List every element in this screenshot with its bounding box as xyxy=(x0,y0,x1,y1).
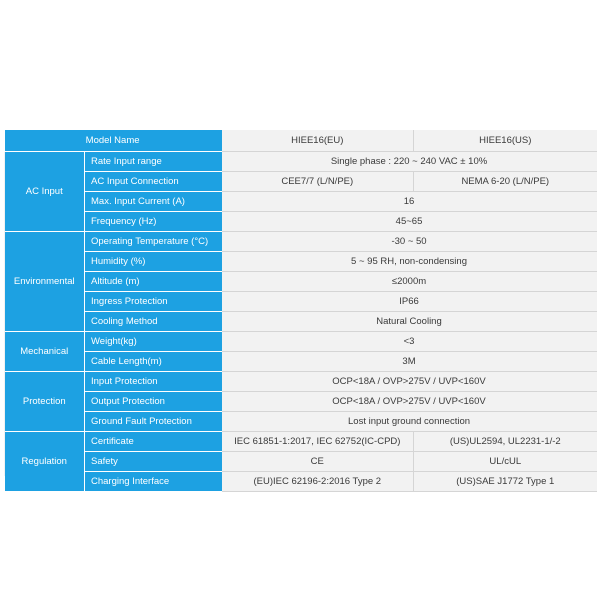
spec-value: 5 ~ 95 RH, non-condensing xyxy=(222,252,597,272)
spec-row xyxy=(5,452,597,472)
spec-label: Ingress Protection xyxy=(85,292,222,312)
spec-label: AC Input Connection xyxy=(85,172,222,192)
spec-value-eu: CE xyxy=(222,452,414,472)
spec-row xyxy=(5,472,597,492)
spec-value-us: (US)UL2594, UL2231-1/-2 xyxy=(414,432,597,452)
category-environmental: Environmental xyxy=(5,232,85,332)
spec-label: Cooling Method xyxy=(85,312,222,332)
spec-row xyxy=(5,332,597,352)
spec-sheet xyxy=(4,130,596,487)
spec-value: -30 ~ 50 xyxy=(222,232,597,252)
spec-label: Frequency (Hz) xyxy=(85,212,222,232)
spec-value: 16 xyxy=(222,192,597,212)
spec-value: OCP<18A / OVP>275V / UVP<160V xyxy=(222,372,597,392)
spec-label: Operating Temperature (°C) xyxy=(85,232,222,252)
spec-label: Humidity (%) xyxy=(85,252,222,272)
spec-row xyxy=(5,352,597,372)
spec-value-us: NEMA 6-20 (L/N/PE) xyxy=(414,172,597,192)
spec-row xyxy=(5,372,597,392)
spec-row xyxy=(5,312,597,332)
spec-row xyxy=(5,292,597,312)
spec-value-eu: (EU)IEC 62196-2:2016 Type 2 xyxy=(222,472,414,492)
spec-value: OCP<18A / OVP>275V / UVP<160V xyxy=(222,392,597,412)
category-mechanical: Mechanical xyxy=(5,332,85,372)
spec-label: Input Protection xyxy=(85,372,222,392)
spec-label: Ground Fault Protection xyxy=(85,412,222,432)
spec-table xyxy=(4,130,597,492)
spec-label: Max. Input Current (A) xyxy=(85,192,222,212)
spec-value-eu: IEC 61851-1:2017, IEC 62752(IC-CPD) xyxy=(222,432,414,452)
spec-value-eu: CEE7/7 (L/N/PE) xyxy=(222,172,414,192)
spec-value-us: (US)SAE J1772 Type 1 xyxy=(414,472,597,492)
spec-value: Lost input ground connection xyxy=(222,412,597,432)
spec-label: Charging Interface xyxy=(85,472,222,492)
spec-row xyxy=(5,212,597,232)
spec-label: Altitude (m) xyxy=(85,272,222,292)
category-ac-input: AC Input xyxy=(5,152,85,232)
spec-value: Single phase : 220 ~ 240 VAC ± 10% xyxy=(222,152,597,172)
spec-row xyxy=(5,252,597,272)
spec-value: 3M xyxy=(222,352,597,372)
category-protection: Protection xyxy=(5,372,85,432)
model-us: HIEE16(US) xyxy=(414,130,597,152)
spec-value: <3 xyxy=(222,332,597,352)
spec-label: Weight(kg) xyxy=(85,332,222,352)
spec-row xyxy=(5,412,597,432)
spec-row xyxy=(5,232,597,252)
spec-row xyxy=(5,432,597,452)
header-row xyxy=(5,130,597,152)
spec-label: Output Protection xyxy=(85,392,222,412)
spec-row xyxy=(5,392,597,412)
spec-value: IP66 xyxy=(222,292,597,312)
model-eu: HIEE16(EU) xyxy=(222,130,414,152)
spec-label: Certificate xyxy=(85,432,222,452)
model-name-label: Model Name xyxy=(5,130,222,152)
spec-value: ≤2000m xyxy=(222,272,597,292)
spec-value: Natural Cooling xyxy=(222,312,597,332)
spec-value-us: UL/cUL xyxy=(414,452,597,472)
spec-row xyxy=(5,172,597,192)
spec-row xyxy=(5,152,597,172)
category-regulation: Regulation xyxy=(5,432,85,492)
spec-label: Safety xyxy=(85,452,222,472)
spec-row xyxy=(5,192,597,212)
spec-row xyxy=(5,272,597,292)
spec-value: 45~65 xyxy=(222,212,597,232)
spec-label: Rate Input range xyxy=(85,152,222,172)
spec-label: Cable Length(m) xyxy=(85,352,222,372)
